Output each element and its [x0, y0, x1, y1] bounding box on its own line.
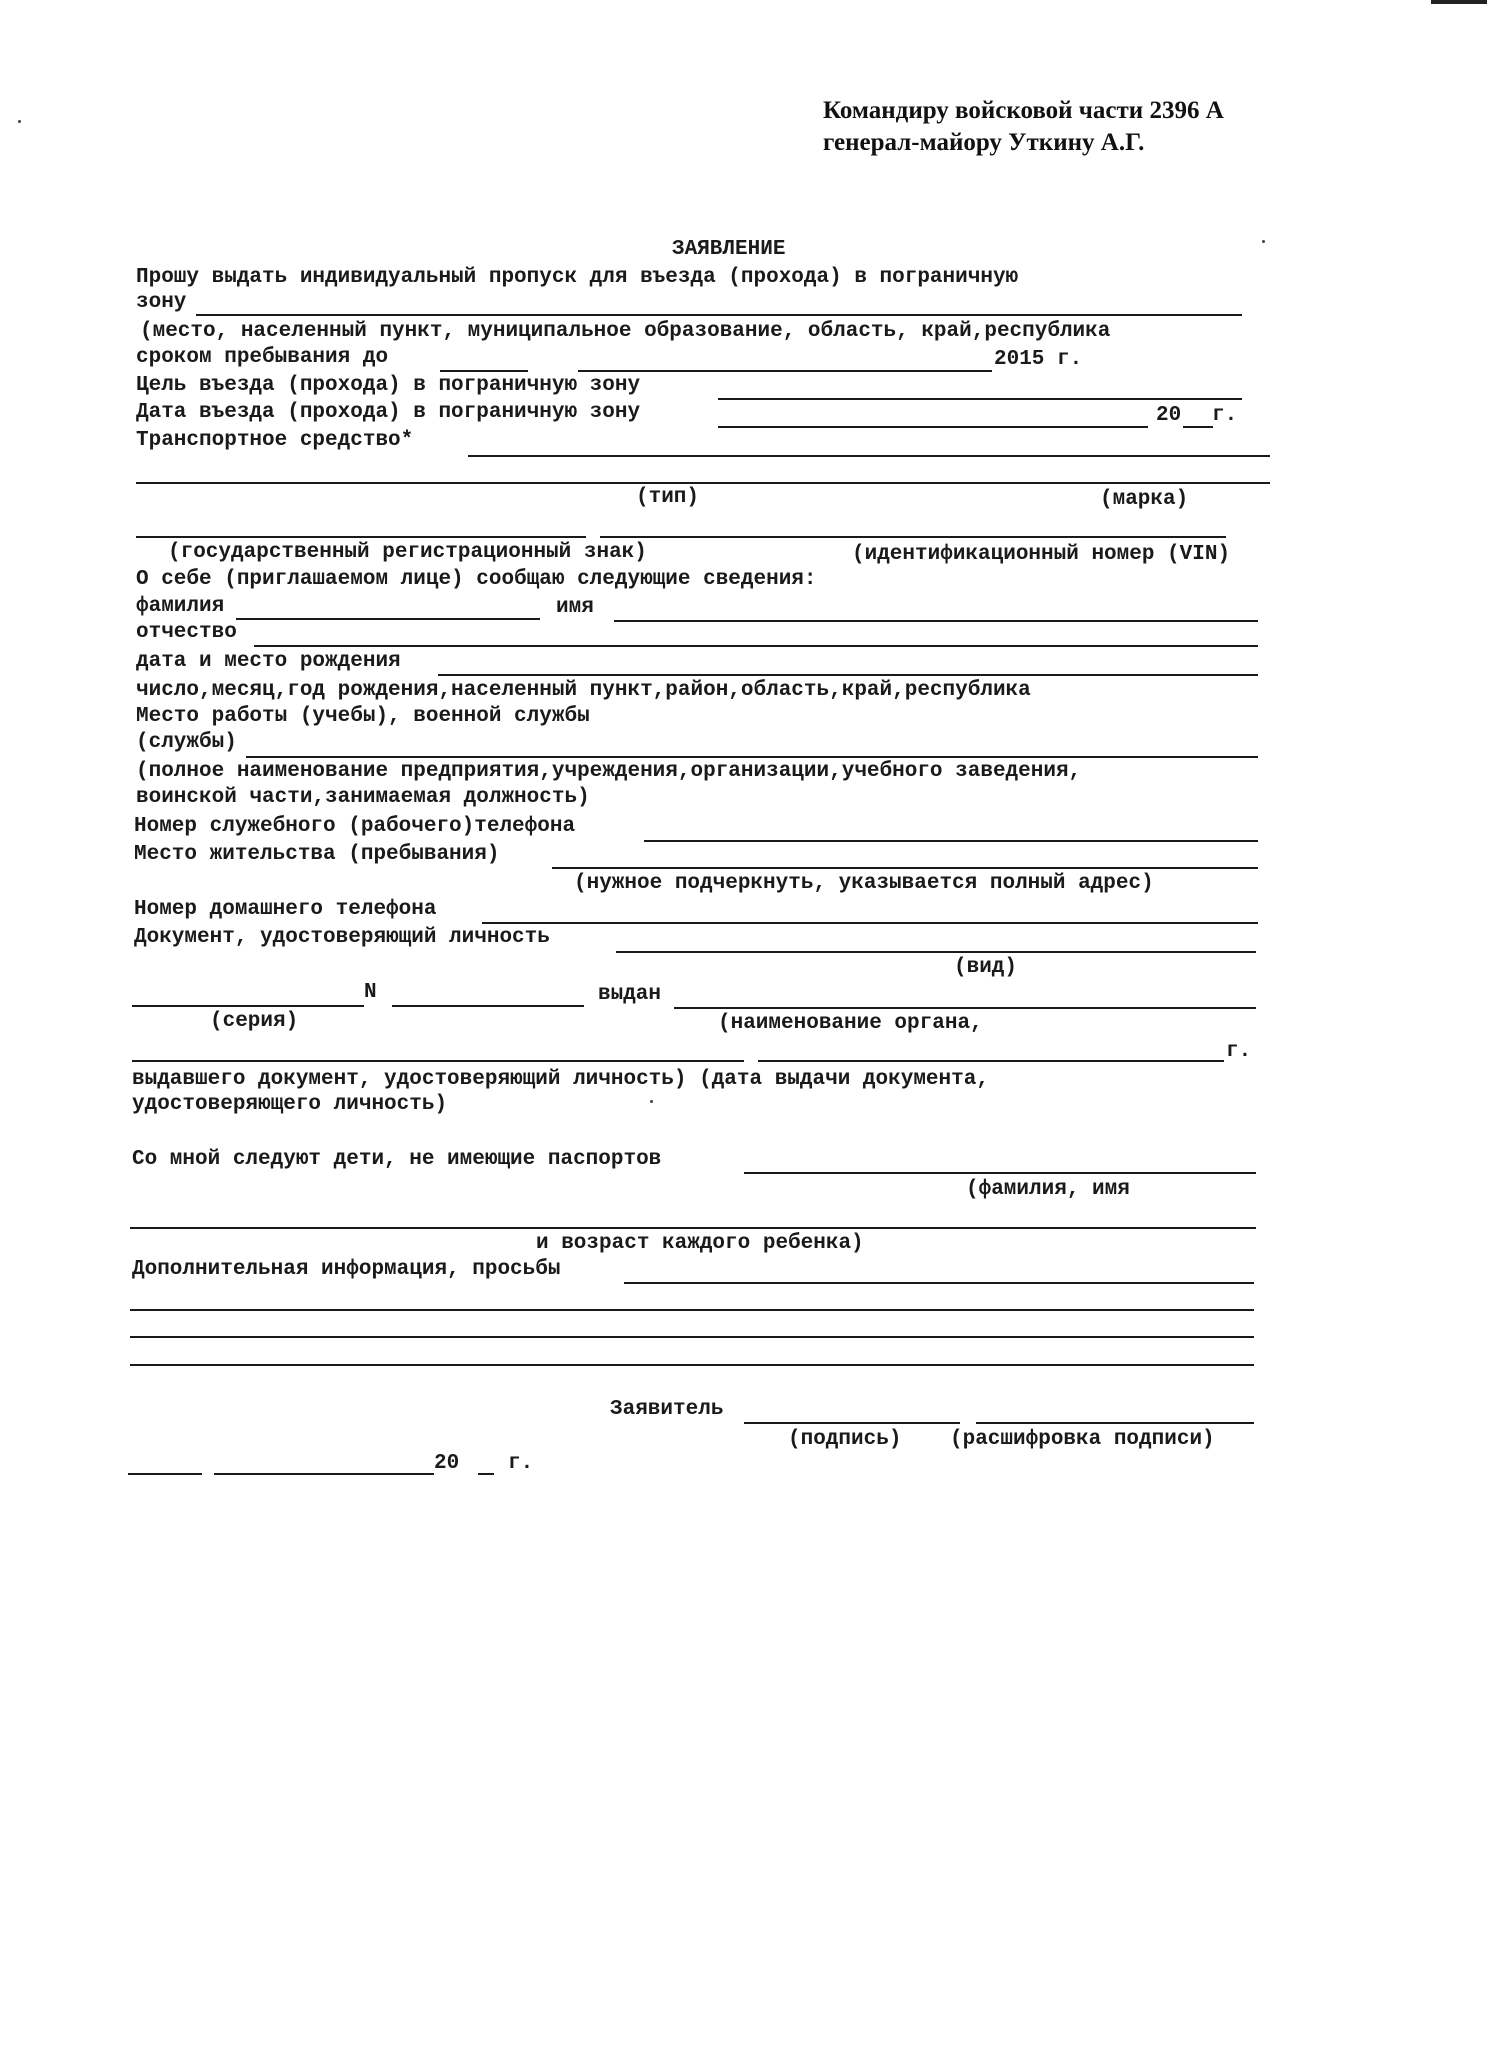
patronymic-input-line[interactable] — [254, 645, 1258, 647]
work-phone-label: Номер служебного (рабочего)телефона — [134, 815, 576, 838]
id-document-label: Документ, удостоверяющий личность — [134, 926, 550, 949]
series-input-line[interactable] — [132, 1005, 364, 1007]
entry-date-suffix: г. — [1212, 404, 1238, 427]
residence-hint: (нужное подчеркнуть, указывается полный адрес) — [574, 872, 1154, 895]
issuer-hint-2: выдавшего документ, удостоверяющий личность) (дата выдачи документа, — [132, 1068, 989, 1091]
additional-input-line-3[interactable] — [130, 1336, 1254, 1338]
issuer-input-line-2[interactable] — [132, 1060, 744, 1062]
id-kind-hint: (вид) — [954, 956, 1018, 979]
children-label: Со мной следуют дети, не имеющие паспортов — [132, 1148, 662, 1171]
residence-label: Место жительства (пребывания) — [134, 843, 500, 866]
date-year: 20 — [434, 1452, 460, 1475]
vehicle-plate-hint: (государственный регистрационный знак) — [168, 541, 647, 564]
work-hint-1: (полное наименование предприятия,учреждения,организации,учебного заведения, — [136, 760, 1082, 783]
vehicle-input-line[interactable] — [468, 455, 1270, 457]
surname-label: фамилия — [136, 595, 225, 618]
signature-decode-hint: (расшифровка подписи) — [950, 1428, 1215, 1451]
applicant-label: Заявитель — [610, 1398, 724, 1421]
additional-input-line-2[interactable] — [130, 1309, 1254, 1311]
signature-input-line[interactable] — [744, 1422, 960, 1424]
vehicle-input-line-2[interactable] — [136, 482, 1270, 484]
work-hint-2: воинской части,занимаемая должность) — [136, 786, 590, 809]
birth-label: дата и место рождения — [136, 650, 401, 673]
stay-year: 2015 г. — [994, 348, 1083, 371]
surname-input-line[interactable] — [236, 618, 540, 620]
additional-input-line-4[interactable] — [130, 1364, 1254, 1366]
additional-label: Дополнительная информация, просьбы — [132, 1258, 561, 1281]
first-name-input-line[interactable] — [614, 620, 1258, 622]
date-day-input-line[interactable] — [128, 1473, 202, 1475]
scan-speck — [650, 1100, 653, 1103]
purpose-input-line[interactable] — [718, 398, 1242, 400]
children-input-line-2[interactable] — [130, 1227, 1256, 1229]
work-input-line[interactable] — [246, 756, 1258, 758]
entry-year-digits-line[interactable] — [1183, 426, 1213, 428]
stay-month-line[interactable] — [578, 370, 992, 372]
stay-until-label: сроком пребывания до — [136, 346, 389, 369]
children-hint-1: (фамилия, имя — [966, 1178, 1130, 1201]
date-year-digits-line[interactable] — [478, 1473, 494, 1475]
entry-date-year: 20 — [1156, 404, 1182, 427]
scan-edge-mark — [1431, 0, 1487, 4]
zone-hint: (место, населенный пункт, муниципальное образование, область, край,республика — [140, 320, 1111, 343]
issuer-hint-3: удостоверяющего личность) — [132, 1093, 448, 1116]
series-hint: (серия) — [210, 1010, 299, 1033]
work-label: Место работы (учебы), военной службы — [136, 705, 590, 728]
issuer-input-line[interactable] — [674, 1007, 1256, 1009]
entry-date-line[interactable] — [718, 426, 1148, 428]
about-self-label: О себе (приглашаемом лице) сообщаю следующие сведения: — [136, 568, 817, 591]
stay-day-line[interactable] — [440, 370, 528, 372]
number-sign: N — [364, 981, 377, 1004]
vehicle-type-hint: (тип) — [636, 486, 700, 509]
request-line-1: Прошу выдать индивидуальный пропуск для въезда (прохода) в пограничную — [136, 266, 1019, 289]
vehicle-plate-line[interactable] — [136, 536, 586, 538]
vehicle-vin-hint: (идентификационный номер (VIN) — [852, 543, 1231, 566]
date-suffix: г. — [508, 1452, 534, 1475]
vehicle-label: Транспортное средство* — [136, 429, 414, 452]
issuer-hint-1: (наименование органа, — [718, 1012, 983, 1035]
home-phone-input-line[interactable] — [482, 922, 1258, 924]
vehicle-brand-hint: (марка) — [1100, 488, 1189, 511]
issue-date-input-line[interactable] — [758, 1060, 1224, 1062]
service-label: (службы) — [136, 731, 237, 754]
additional-input-line[interactable] — [624, 1282, 1254, 1284]
request-line-2: зону — [136, 291, 187, 314]
work-phone-input-line[interactable] — [644, 840, 1258, 842]
birth-hint: число,месяц,год рождения,населенный пункт,район,область,край,республика — [136, 679, 1031, 702]
addressee-line-2: генерал-майору Уткину А.Г. — [823, 129, 1145, 156]
home-phone-label: Номер домашнего телефона — [134, 898, 437, 921]
issued-label: выдан — [598, 983, 662, 1006]
first-name-label: имя — [556, 596, 594, 619]
issue-year-suffix: г. — [1226, 1040, 1252, 1063]
signature-hint: (подпись) — [788, 1428, 902, 1451]
id-document-input-line[interactable] — [616, 951, 1256, 953]
zone-input-line[interactable] — [196, 314, 1242, 316]
children-input-line[interactable] — [744, 1172, 1256, 1174]
signature-decode-input-line[interactable] — [976, 1422, 1254, 1424]
entry-date-label: Дата въезда (прохода) в пограничную зону — [136, 401, 641, 424]
residence-input-line[interactable] — [552, 867, 1258, 869]
addressee-line-1: Командиру войсковой части 2396 А — [823, 97, 1224, 124]
scan-speck — [18, 120, 21, 123]
vehicle-vin-line[interactable] — [600, 536, 1226, 538]
number-input-line[interactable] — [392, 1005, 584, 1007]
birth-input-line[interactable] — [438, 674, 1258, 676]
date-month-input-line[interactable] — [214, 1473, 434, 1475]
patronymic-label: отчество — [136, 621, 237, 644]
children-hint-2: и возраст каждого ребенка) — [536, 1232, 864, 1255]
scan-speck — [1262, 240, 1265, 243]
purpose-label: Цель въезда (прохода) в пограничную зону — [136, 374, 641, 397]
form-title: ЗАЯВЛЕНИЕ — [672, 238, 786, 261]
